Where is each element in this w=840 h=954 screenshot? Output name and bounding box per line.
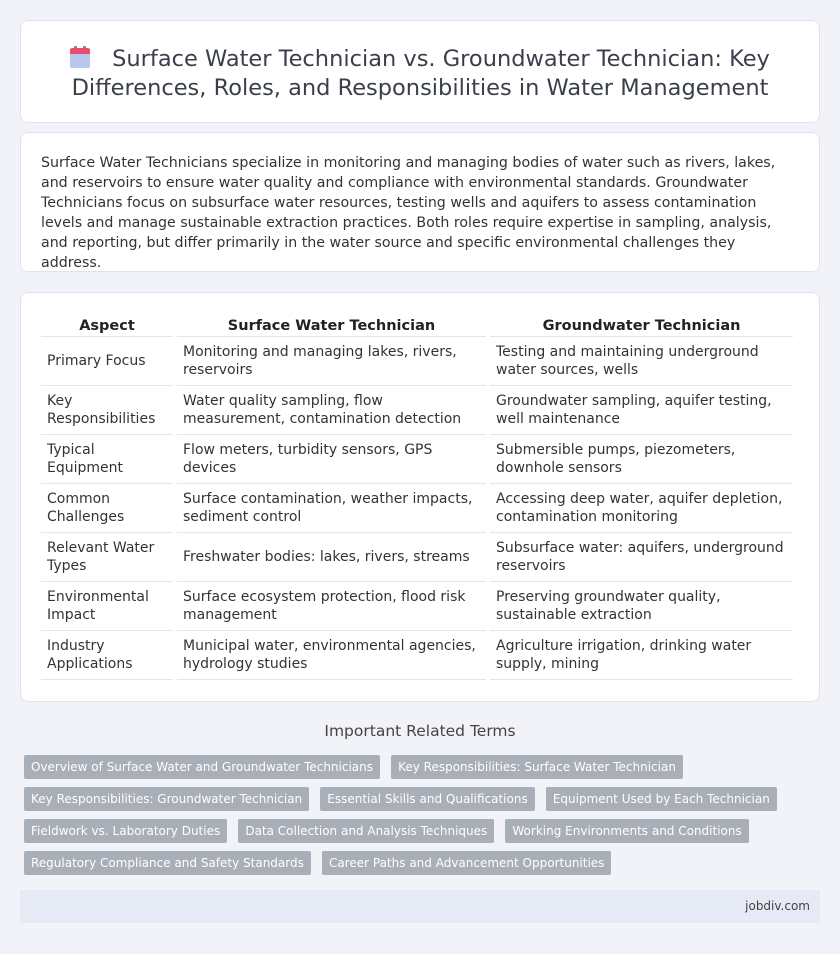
related-term-link[interactable]: Data Collection and Analysis Techniques xyxy=(238,819,494,843)
table-row xyxy=(41,337,793,386)
page-title-text: Surface Water Technician vs. Groundwater Technician: Key Differences, Roles, and Responsibilities in Water Management xyxy=(71,46,770,101)
intro-card xyxy=(20,132,820,272)
related-term-link[interactable]: Equipment Used by Each Technician xyxy=(546,787,777,811)
table-row xyxy=(41,484,793,533)
page-title xyxy=(51,45,789,103)
footer-site-link[interactable]: jobdiv.com xyxy=(745,899,810,913)
header-aspect: Aspect xyxy=(41,315,173,337)
related-term-link[interactable]: Essential Skills and Qualifications xyxy=(320,787,534,811)
header-surface-water: Surface Water Technician xyxy=(177,315,486,337)
header-groundwater: Groundwater Technician xyxy=(490,315,793,337)
row-groundwater: Testing and maintaining underground water sources, wells xyxy=(490,337,793,386)
related-term-link[interactable]: Overview of Surface Water and Groundwater Technicians xyxy=(24,755,380,779)
comparison-card xyxy=(20,292,820,702)
related-terms-list xyxy=(24,755,814,883)
row-aspect: Primary Focus xyxy=(41,337,173,386)
related-term-link[interactable]: Key Responsibilities: Groundwater Technician xyxy=(24,787,309,811)
table-row xyxy=(41,533,793,582)
row-aspect: Industry Applications xyxy=(41,631,173,680)
comparison-table xyxy=(37,315,797,680)
row-surface-water: Freshwater bodies: lakes, rivers, streams xyxy=(177,533,486,582)
row-aspect: Common Challenges xyxy=(41,484,173,533)
calendar-icon xyxy=(70,46,90,68)
row-surface-water: Surface ecosystem protection, flood risk management xyxy=(177,582,486,631)
row-aspect: Relevant Water Types xyxy=(41,533,173,582)
row-groundwater: Submersible pumps, piezometers, downhole sensors xyxy=(490,435,793,484)
row-surface-water: Municipal water, environmental agencies, hydrology studies xyxy=(177,631,486,680)
row-surface-water: Surface contamination, weather impacts, sediment control xyxy=(177,484,486,533)
row-aspect: Key Responsibilities xyxy=(41,386,173,435)
row-groundwater: Agriculture irrigation, drinking water supply, mining xyxy=(490,631,793,680)
related-term-link[interactable]: Regulatory Compliance and Safety Standards xyxy=(24,851,311,875)
table-header-row xyxy=(41,315,793,337)
row-surface-water: Monitoring and managing lakes, rivers, reservoirs xyxy=(177,337,486,386)
intro-paragraph: Surface Water Technicians specialize in monitoring and managing bodies of water such as rivers, lakes, and reservoirs to ensure water quality and compliance with environmental standards. Groundwater Technicians focus on subsurface water resources, testing wells and aquifers to assess contamination levels and manage sustainable extraction practices. Both roles require expertise in sampling, analysis, and reporting, but differ primarily in the water source and specific environmental challenges they address. xyxy=(41,155,776,271)
title-card xyxy=(20,20,820,123)
row-groundwater: Accessing deep water, aquifer depletion, contamination monitoring xyxy=(490,484,793,533)
related-term-link[interactable]: Career Paths and Advancement Opportunities xyxy=(322,851,611,875)
table-row xyxy=(41,435,793,484)
related-term-link[interactable]: Fieldwork vs. Laboratory Duties xyxy=(24,819,227,843)
row-surface-water: Flow meters, turbidity sensors, GPS devices xyxy=(177,435,486,484)
table-row xyxy=(41,631,793,680)
row-surface-water: Water quality sampling, flow measurement, contamination detection xyxy=(177,386,486,435)
row-groundwater: Subsurface water: aquifers, underground reservoirs xyxy=(490,533,793,582)
row-aspect: Environmental Impact xyxy=(41,582,173,631)
related-terms-heading: Important Related Terms xyxy=(324,722,516,740)
related-term-link[interactable]: Working Environments and Conditions xyxy=(505,819,748,843)
row-groundwater: Preserving groundwater quality, sustainable extraction xyxy=(490,582,793,631)
footer xyxy=(20,890,820,923)
related-term-link[interactable]: Key Responsibilities: Surface Water Technician xyxy=(391,755,683,779)
table-row xyxy=(41,386,793,435)
row-groundwater: Groundwater sampling, aquifer testing, well maintenance xyxy=(490,386,793,435)
row-aspect: Typical Equipment xyxy=(41,435,173,484)
table-row xyxy=(41,582,793,631)
